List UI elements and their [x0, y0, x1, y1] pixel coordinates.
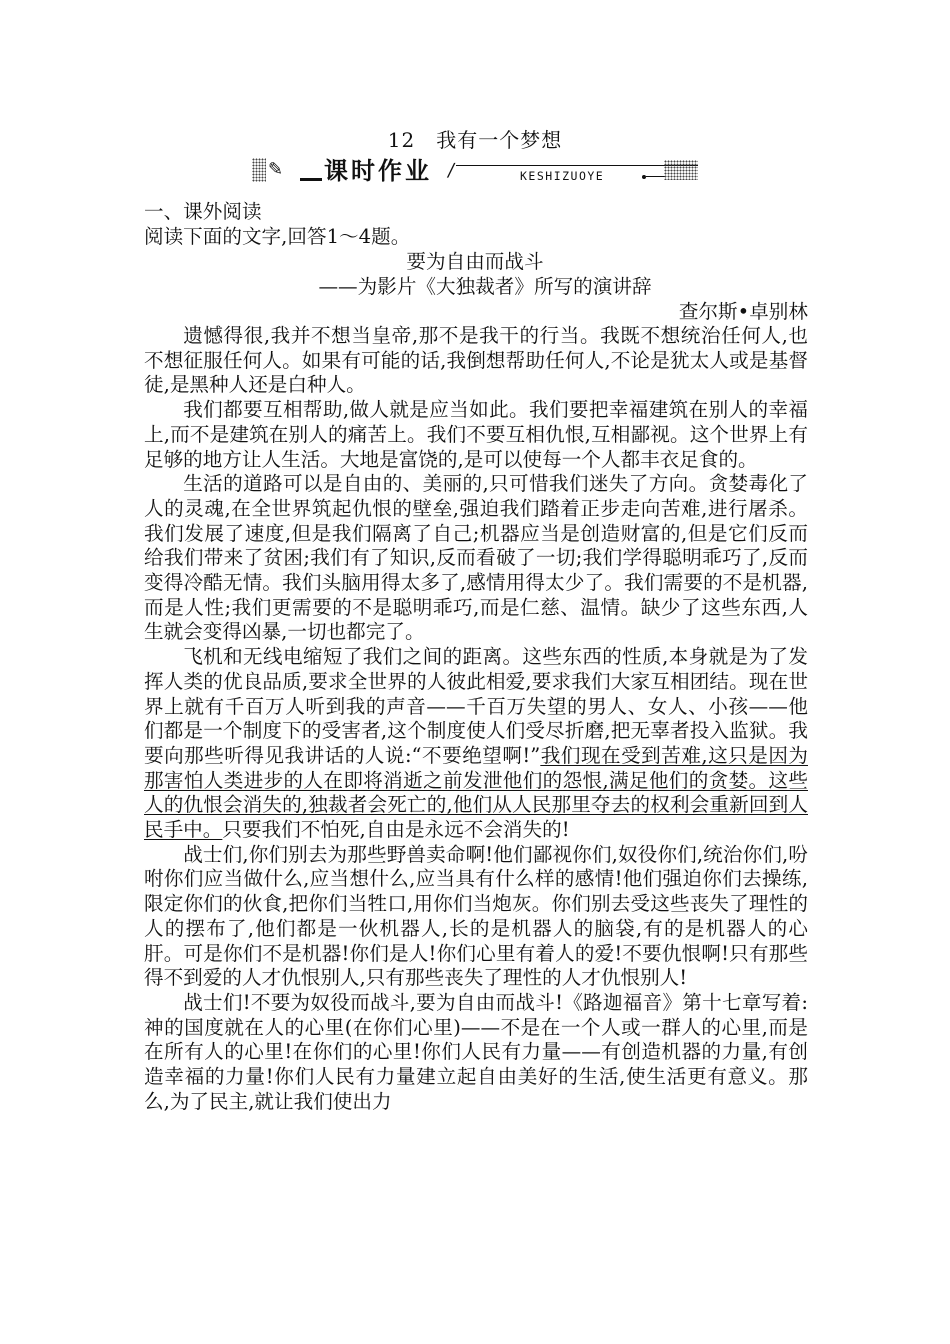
underlined-sentence: 我们现在受到苦难,这只是因为那害怕人类进步的人在即将消逝之前发泄他们的怨恨,满足他们的贪婪。这些人的仇恨会消失的,独裁者会死亡的,他们从人民那里夺去的权利会重新回到人民手中。 — [144, 743, 808, 842]
paragraph-6: 战士们!不要为奴役而战斗,要为自由而战斗!《路迦福音》第十七章写着:神的国度就在人的心里(在你们心里)——不是在一个人或一群人的心里,而是在所有人的心里!在你们的心里!你们人民有力量——有创造机器的力量,有创造幸福的力量!你们人民有力量建立起自由美好的生活,使生活更有意义。那么,为了民主,就让我们使出力 — [144, 990, 808, 1113]
article-author: 查尔斯•卓别林 — [678, 300, 808, 323]
banner-underline — [300, 178, 322, 181]
banner-dot-pattern-left — [252, 158, 266, 182]
pen-icon: ✎ — [268, 159, 284, 180]
banner-roman-text: KESHIZUOYE — [520, 169, 605, 183]
banner-rule — [456, 165, 698, 166]
article-body — [144, 324, 808, 1115]
paragraph-4-end: 只要我们不怕死,自由是永远不会消失的! — [222, 818, 570, 842]
banner-line-end — [646, 176, 666, 177]
lesson-title: 12 我有一个梦想 — [387, 128, 563, 152]
banner-label: 课时作业 — [324, 157, 432, 185]
paragraph-2: 我们都要互相帮助,做人就是应当如此。我们要把幸福建筑在别人的幸福上,而不是建筑在别人的痛苦上。我们不要互相仇恨,互相鄙视。这个世界上有足够的地方让人生活。大地是富饶的,是可以使每一个人都丰衣足食的。 — [144, 398, 808, 471]
section-heading: 一、课外阅读 — [144, 200, 262, 223]
article-title: 要为自由而战斗 — [406, 250, 544, 273]
paragraph-3: 生活的道路可以是自由的、美丽的,只可惜我们迷失了方向。贪婪毒化了人的灵魂,在全世界筑起仇恨的壁垒,强迫我们踏着正步走向苦难,进行屠杀。我们发展了速度,但是我们隔离了自己;机器应当是创造财富的,但是它们反而给我们带来了贫困;我们有了知识,反而看破了一切;我们学得聪明乖巧了,反而变得冷酷无情。我们头脑用得太多了,感情用得太少了。我们需要的不是机器,而是人性;我们更需要的不是聪明乖巧,而是仁慈、温情。缺少了这些东西,人生就会变得凶暴,一切也都完了。 — [144, 472, 808, 644]
article-subtitle: ——为影片《大独裁者》所写的演讲辞 — [318, 275, 652, 298]
banner-slash: / — [446, 160, 457, 181]
paragraph-4-intro: 飞机和无线电缩短了我们之间的距离。这些东西的性质,本身就是为了发挥人类的优良品质,要求全世界的人彼此相爱,要求我们大家互相团结。现在世界上就有千百万人听到我的声音——千百万失望的男人、女人、小孩——他们都是一个制度下的受害者,这个制度使人们受尽折磨,把无辜者投入监狱。我要向那些听得见我讲话的人说:“不要绝望啊!” — [144, 645, 808, 767]
paragraph-5: 战士们,你们别去为那些野兽卖命啊!他们鄙视你们,奴役你们,统治你们,吩咐你们应当做什么,应当想什么,应当具有什么样的感情!他们强迫你们去操练,限定你们的伙食,把你们当牲口,用你们当炮灰。你们别去受这些丧失了理性的人的摆布了,他们都是一伙机器人,长的是机器人的脑袋,有的是机器人的心肝。可是你们不是机器!你们是人!你们心里有着人的爱!不要仇恨啊!只有那些得不到爱的人才仇恨别人,只有那些丧失了理性的人才仇恨别人! — [144, 842, 808, 990]
instruction-text: 阅读下面的文字,回答1～4题。 — [144, 225, 411, 248]
banner-keshizuoye — [252, 156, 698, 186]
banner-dot-pattern-right — [664, 160, 698, 180]
paragraph-4 — [144, 645, 808, 843]
paragraph-1: 遗憾得很,我并不想当皇帝,那不是我干的行当。我既不想统治任何人,也不想征服任何人。如果有可能的话,我倒想帮助任何人,不论是犹太人或是基督徒,是黑种人还是白种人。 — [144, 324, 808, 397]
